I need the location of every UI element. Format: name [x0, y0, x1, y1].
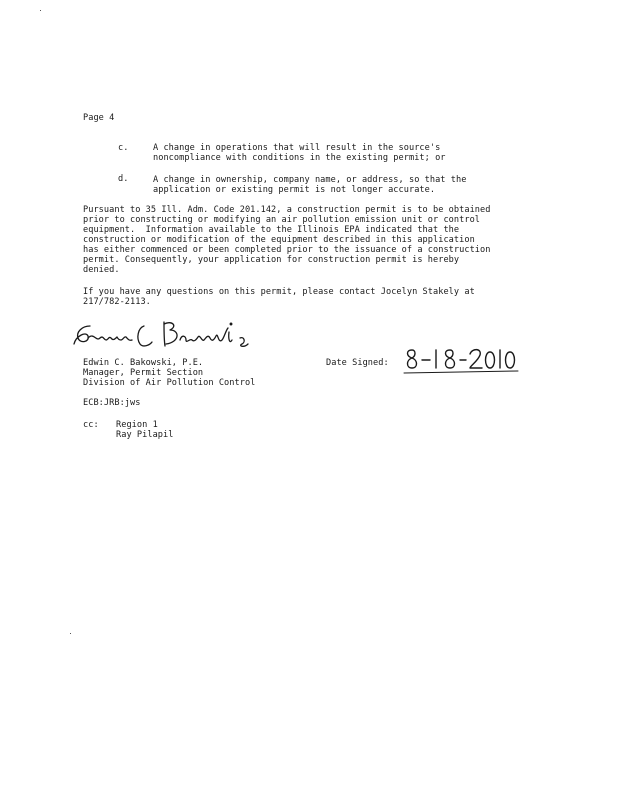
contact-line-1: If you have any questions on this permit, please contact Jocelyn Stakely at — [83, 287, 475, 297]
signer-name: Edwin C. Bakowski, P.E. — [83, 358, 204, 368]
condition-d-line-1: A change in ownership, company name, or address, so that the — [153, 175, 467, 185]
contact-line-2: 217/782-2113. — [83, 297, 151, 307]
body-line-4: construction or modification of the equipment described in this application — [83, 235, 475, 245]
cc-recipient: Ray Pilapil — [116, 430, 174, 440]
cc-label: cc: — [83, 420, 99, 430]
condition-c-line-1: A change in operations that will result in the source's — [153, 143, 441, 153]
scan-speck — [40, 10, 41, 11]
condition-d-line-2: application or existing permit is not longer accurate. — [153, 185, 436, 195]
signer-division: Division of Air Pollution Control — [83, 378, 256, 388]
reference-initials: ECB:JRB:jws — [83, 398, 141, 408]
body-line-5: has either commenced or been completed prior to the issuance of a construction — [83, 245, 491, 255]
handwritten-date — [402, 346, 520, 376]
date-signed-label: Date Signed: — [326, 358, 389, 368]
scan-speck — [70, 633, 71, 634]
cc-recipient: Region 1 — [116, 420, 158, 430]
page-number: Page 4 — [83, 113, 115, 123]
condition-c-label: c. — [118, 143, 129, 153]
body-line-7: denied. — [83, 265, 120, 275]
handwritten-signature — [68, 318, 258, 358]
body-line-3: equipment. Information available to the Illinois EPA indicated that the — [83, 225, 460, 235]
condition-c-line-2: noncompliance with conditions in the existing permit; or — [153, 153, 446, 163]
signer-title: Manager, Permit Section — [83, 368, 204, 378]
body-line-6: permit. Consequently, your application for construction permit is hereby — [83, 255, 460, 265]
condition-d-label: d. — [118, 174, 129, 184]
body-line-2: prior to constructing or modifying an air pollution emission unit or control — [83, 215, 481, 225]
body-line-1: Pursuant to 35 Ill. Adm. Code 201.142, a construction permit is to be obtained — [83, 205, 491, 215]
